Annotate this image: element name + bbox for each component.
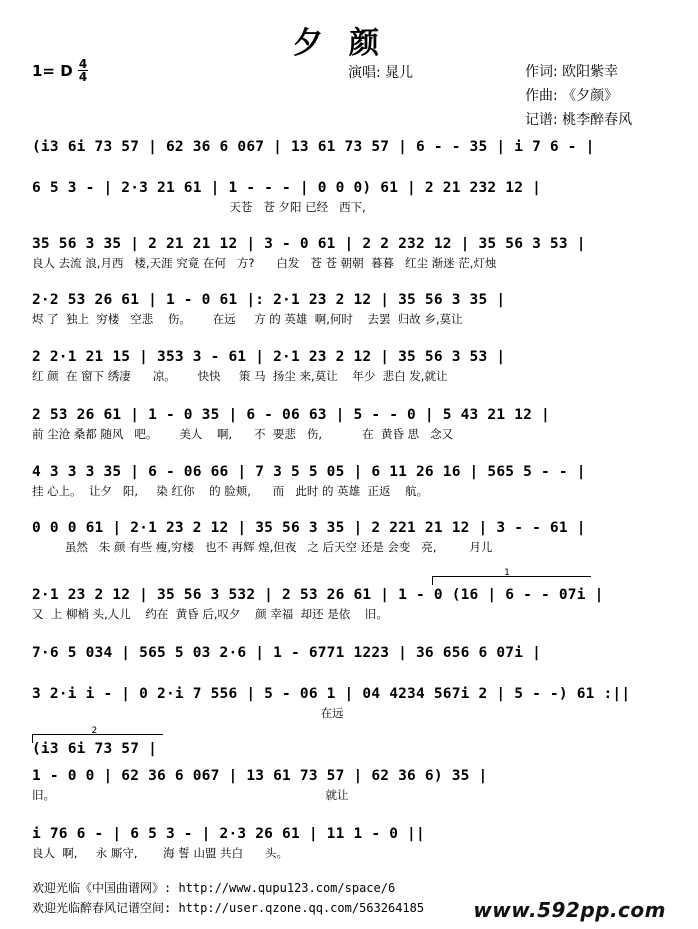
lyrics-line xyxy=(32,157,668,175)
score-system xyxy=(32,234,668,272)
lyrics-line: 烬 了 独上 穷楼 空悲 伤。 在远 方 的 英雄 啊,何时 去罢 归故 乡,莫让 xyxy=(32,312,463,326)
notation-line: 0 0 0 61 | 2·1 23 2 12 | 35 56 3 35 | 2 221 21 12 | 3 - - 61 | xyxy=(32,520,586,536)
notation-line: 1 - 0 0 | 62 36 6 067 | 13 61 73 57 | 62 36 6) 35 | xyxy=(32,768,488,784)
score-system xyxy=(32,739,668,759)
lyrics-line: 挂 心上。 让夕 阳, 染 红你 的 脸颊, 而 此时 的 英雄 正返 航。 xyxy=(32,484,429,498)
transcriber-credit: 记谱: 桃李醉春风 xyxy=(525,112,633,128)
volta-number: 2 xyxy=(91,726,98,736)
lyrics-line: 良人 去流 浪,月西 楼,天涯 究竟 在何 方? 白发 苍 苍 朝朝 暮暮 红尘 渐迷 茫,灯烛 xyxy=(32,256,497,270)
score-system xyxy=(32,585,668,623)
notation-line: 2·2 53 26 61 | 1 - 0 61 |: 2·1 23 2 12 | 35 56 3 35 | xyxy=(32,292,506,308)
score-system xyxy=(32,290,668,328)
credits-block xyxy=(525,60,632,132)
time-signature xyxy=(78,58,88,83)
time-signature-bottom: 4 xyxy=(78,70,88,84)
score-system xyxy=(32,137,668,175)
time-signature-top: 4 xyxy=(78,57,88,71)
notation-line: (i3 6i 73 57 | xyxy=(32,741,158,757)
lyrics-line: 在远 xyxy=(32,706,344,720)
key-signature: 1= D xyxy=(32,62,73,80)
lyrics-line: 虽然 朱 颜 有些 瘦,穷楼 也不 再辉 煌,但夜 之 后天空 还是 会变 亮, 月儿 xyxy=(32,540,493,554)
notation-line: 7·6 5 034 | 565 5 03 2·6 | 1 - 6771 1223 | 36 656 6 07i | xyxy=(32,645,541,661)
composer-credit: 作曲: 《夕颜》 xyxy=(525,88,619,104)
lyrics-line: 旧。 就让 xyxy=(32,788,349,802)
lyrics-line: 良人 啊, 永 厮守, 海 誓 山盟 共白 头。 xyxy=(32,846,289,860)
notation-line: 2 53 26 61 | 1 - 0 35 | 6 - 06 63 | 5 - - 0 | 5 43 21 12 | xyxy=(32,407,550,423)
notation-line: 6 5 3 - | 2·3 21 61 | 1 - - - | 0 0 0) 61 | 2 21 232 12 | xyxy=(32,180,541,196)
notation-line: 35 56 3 35 | 2 21 21 12 | 3 - 0 61 | 2 2 232 12 | 35 56 3 53 | xyxy=(32,236,586,252)
score-system xyxy=(32,518,668,556)
lyrics-line: 天苍 苍 夕阳 已经 西下, xyxy=(32,200,366,214)
footer xyxy=(32,878,424,918)
score-system xyxy=(32,824,668,862)
lyrics-line: 又 上 柳梢 头,人儿 约在 黄昏 后,叹夕 颜 幸福 却还 是依 旧。 xyxy=(32,607,388,621)
score-system xyxy=(32,347,668,385)
lyrics-line: 前 尘沧 桑都 随风 吧。 美人 啊, 不 要悲 伤, 在 黄昏 思 念又 xyxy=(32,427,454,441)
lyrics-line: 红 颜 在 窗下 绣凄 凉。 快快 策 马 扬尘 来,莫让 年少 悲白 发,就让 xyxy=(32,369,448,383)
watermark-logo: www.592pp.com xyxy=(473,898,666,922)
score-system xyxy=(32,405,668,443)
score-system xyxy=(32,643,668,663)
footer-link-qzone[interactable]: 欢迎光临醉春风记谱空间: http://user.qzone.qq.com/563264185 xyxy=(32,901,425,915)
score-system xyxy=(32,462,668,500)
singer-credit: 演唱: 晁儿 xyxy=(348,65,414,81)
notation-line: (i3 6i 73 57 | 62 36 6 067 | 13 61 73 57 | 6 - - 35 | i 7 6 - | xyxy=(32,139,595,155)
footer-link-qupu[interactable]: 欢迎光临《中国曲谱网》: http://www.qupu123.com/space/6 xyxy=(32,881,396,895)
score-system xyxy=(32,766,668,804)
volta-number: 1 xyxy=(504,568,510,578)
lyricist-credit: 作词: 欧阳紫幸 xyxy=(525,64,619,80)
song-title: 夕颜 xyxy=(293,26,405,61)
score-system xyxy=(32,178,668,216)
notation-line: 2·1 23 2 12 | 35 56 3 532 | 2 53 26 61 | 1 - 0 (16 | 6 - - 07i | xyxy=(32,587,604,603)
score-system xyxy=(32,684,668,722)
notation-line: 4 3 3 3 35 | 6 - 06 66 | 7 3 5 5 05 | 6 11 26 16 | 565 5 - - | xyxy=(32,464,586,480)
notation-line: 3 2·i i - | 0 2·i 7 556 | 5 - 06 1 | 04 4234 567i 2 | 5 - -) 61 :|| xyxy=(32,686,631,702)
notation-line: 2 2·1 21 15 | 353 3 - 61 | 2·1 23 2 12 | 35 56 3 53 | xyxy=(32,349,506,365)
notation-line: i 76 6 - | 6 5 3 - | 2·3 26 61 | 11 1 - 0 || xyxy=(32,826,425,842)
volta-bracket xyxy=(432,568,591,585)
